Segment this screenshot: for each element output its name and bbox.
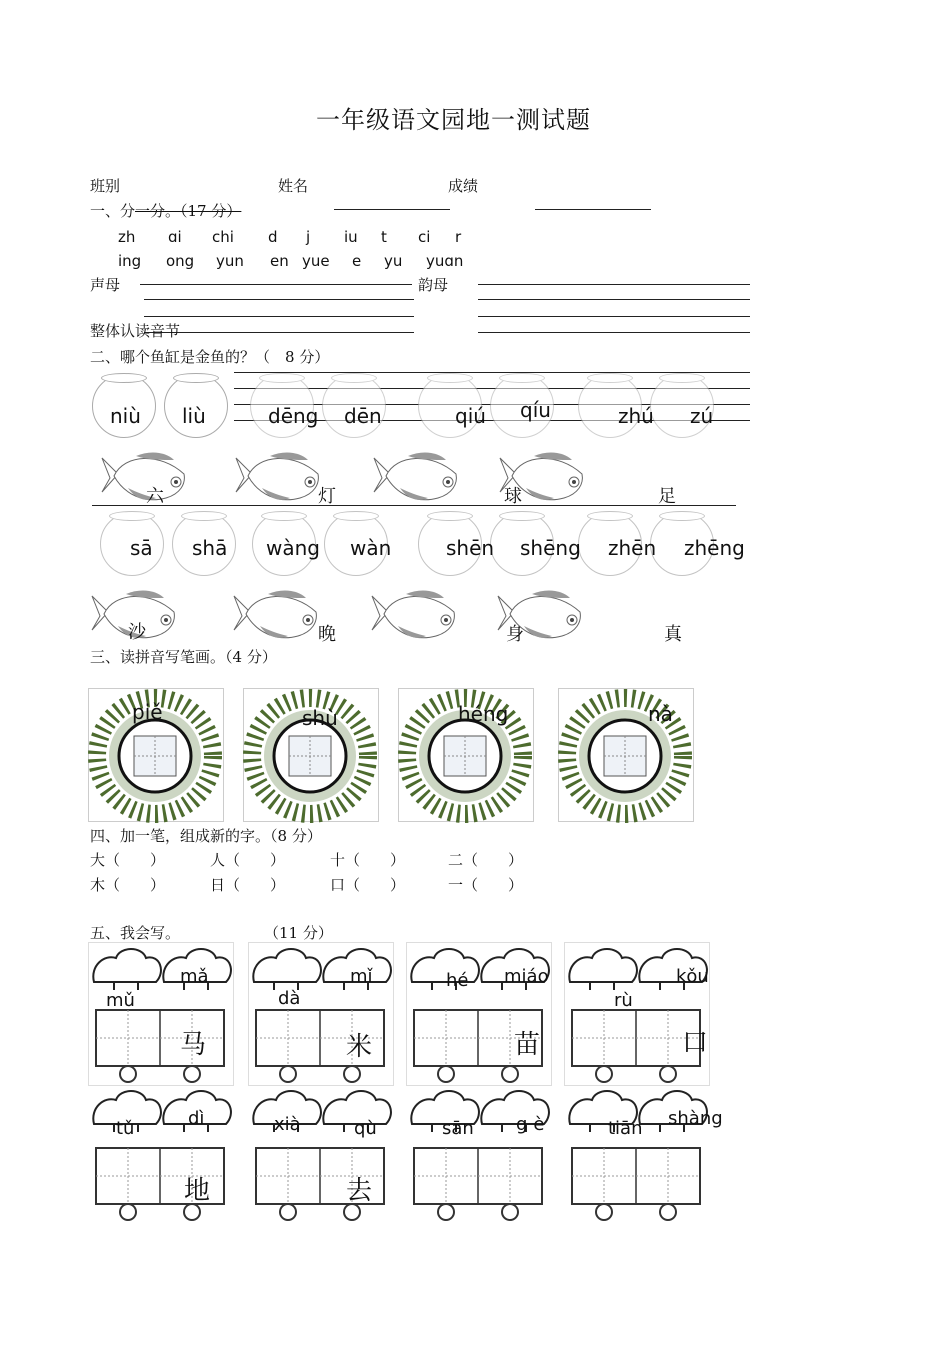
- q4-item: 大（ ）: [90, 851, 166, 869]
- goldfish-icon: [232, 586, 322, 644]
- shengmu-line: [144, 299, 414, 300]
- yunmu-line: [478, 299, 750, 300]
- cloud-cart-icon: [250, 944, 390, 1084]
- q2-title: 二、哪个鱼缸是金鱼的？（ 8 分）: [90, 348, 330, 366]
- stroke-pinyin: piě: [132, 700, 163, 724]
- class-label: 班别: [90, 177, 121, 195]
- yunmu-line: [478, 284, 750, 285]
- q4-item: 二（ ）: [448, 851, 524, 869]
- q2-pinyin: zhēng: [684, 536, 745, 560]
- q4-title: 四、加一笔，组成新的字。（8 分）: [90, 827, 322, 845]
- shengmu-line: [144, 316, 414, 317]
- goldfish-icon: [100, 448, 190, 506]
- q5-pinyin: shàng: [668, 1108, 723, 1129]
- q5-pinyin: miáo: [504, 966, 549, 987]
- q5-char: 苗: [514, 1030, 541, 1060]
- q5-char: 地: [184, 1176, 211, 1206]
- q1-pinyin: yu: [384, 252, 403, 270]
- q5-pinyin: gè: [516, 1114, 551, 1135]
- goldfish-icon: [234, 448, 324, 506]
- stroke-pinyin: héng: [458, 702, 509, 726]
- q2-pinyin: shēng: [520, 536, 581, 560]
- q4-item: 十（ ）: [330, 851, 406, 869]
- q1-answer-line: [535, 209, 651, 210]
- q5-pinyin: tǔ: [116, 1118, 135, 1139]
- q2-char: 足: [658, 486, 676, 507]
- q5-pinyin: kǒu: [676, 966, 709, 987]
- q5-char: 马: [180, 1030, 207, 1060]
- q2-divider: [92, 505, 736, 506]
- q2-pinyin: zú: [690, 404, 714, 428]
- q4-item: 口（ ）: [330, 876, 406, 894]
- q2-char: 身: [506, 624, 524, 645]
- q4-item: 人（ ）: [210, 851, 286, 869]
- q2-pinyin: wàng: [266, 536, 320, 560]
- q1-pinyin: e: [352, 252, 362, 270]
- q1-pinyin: yue: [302, 252, 330, 270]
- stroke-pinyin: shù: [302, 706, 338, 730]
- q1-title-strike: 一分。（17 分）: [135, 202, 242, 220]
- yunmu-label: 韵母: [418, 276, 449, 294]
- q4-item: 一（ ）: [448, 876, 524, 894]
- q5-char: 去: [346, 1176, 373, 1206]
- q5-char: 米: [346, 1032, 373, 1062]
- q2-pinyin: wàn: [350, 536, 392, 560]
- q5-pinyin: rù: [614, 990, 633, 1011]
- zhengti-line: [478, 332, 750, 333]
- q1-pinyin: ɑi: [168, 228, 182, 246]
- q2-char: 六: [146, 486, 164, 507]
- q5-pinyin: qù: [354, 1118, 377, 1139]
- q2-pinyin: sā: [130, 536, 153, 560]
- q3-title: 三、读拼音写笔画。（4 分）: [90, 648, 277, 666]
- q1-answer-line: [334, 209, 450, 210]
- q1-pinyin: chi: [212, 228, 234, 246]
- q2-char: 球: [504, 486, 522, 507]
- yunmu-line: [478, 316, 750, 317]
- q1-title: [90, 200, 241, 221]
- goldfish-icon: [370, 586, 460, 644]
- q1-pinyin: d: [268, 228, 278, 246]
- q5-pinyin: sān: [442, 1118, 474, 1139]
- q1-pinyin: r: [455, 228, 462, 246]
- cloud-cart-icon: [566, 944, 709, 1084]
- q2-char: 真: [664, 624, 682, 645]
- q1-pinyin: ci: [418, 228, 431, 246]
- q1-pinyin: ing: [118, 252, 142, 270]
- page-title: 一年级语文园地一测试题: [316, 106, 591, 134]
- q4-item: 木（ ）: [90, 876, 166, 894]
- cloud-cart-icon: [90, 944, 230, 1084]
- goldfish-icon: [372, 448, 462, 506]
- q5-title: 五、我会写。: [90, 924, 181, 942]
- q2-pinyin: niù: [110, 404, 141, 428]
- q2-pinyin: qiú: [455, 404, 486, 428]
- q1-pinyin: ong: [166, 252, 195, 270]
- q5-char: 口: [682, 1028, 709, 1058]
- cloud-cart-icon: [408, 1086, 548, 1226]
- q5-pinyin: mǔ: [106, 990, 135, 1011]
- q1-pinyin: en: [270, 252, 289, 270]
- q2-pinyin: dēn: [344, 404, 382, 428]
- q5-pinyin: mǐ: [350, 966, 373, 987]
- q5-pinyin: hé: [446, 970, 469, 991]
- q1-pinyin: yun: [216, 252, 244, 270]
- q1-pinyin: t: [381, 228, 387, 246]
- zhengti-label: 整体认读音节: [90, 322, 181, 340]
- q1-pinyin: yuɑn: [426, 252, 464, 270]
- q2-char: 沙: [128, 622, 146, 643]
- q2-pinyin: liù: [182, 404, 206, 428]
- q1-pinyin: zh: [118, 228, 136, 246]
- shengmu-label: 声母: [90, 276, 121, 294]
- q5-pinyin: dì: [188, 1108, 205, 1129]
- q4-item: 日（ ）: [210, 876, 286, 894]
- q2-char: 晚: [318, 624, 336, 645]
- cloud-cart-icon: [566, 1086, 706, 1226]
- q2-pinyin: dēng: [268, 404, 319, 428]
- q2-pinyin: zhēn: [608, 536, 657, 560]
- shengmu-line: [140, 284, 412, 285]
- q2-pinyin: zhú: [618, 404, 654, 428]
- q5-pinyin: xià: [274, 1114, 301, 1135]
- cloud-cart-icon: [408, 944, 548, 1084]
- q1-pinyin: iu: [344, 228, 358, 246]
- zhengti-line: [144, 332, 414, 333]
- q2-pinyin: qíu: [520, 398, 551, 422]
- q5-pinyin: mǎ: [180, 966, 209, 987]
- q2-pinyin: shā: [192, 536, 228, 560]
- q2-char: 灯: [318, 486, 336, 507]
- q1-pinyin: j: [306, 228, 311, 246]
- q1-title-prefix: 一、分: [90, 202, 136, 220]
- q5-points: （11 分）: [264, 924, 333, 942]
- q5-pinyin: tiān: [608, 1118, 643, 1139]
- q5-pinyin: dà: [278, 988, 301, 1009]
- name-label: 姓名: [278, 177, 309, 195]
- q2-pinyin: shēn: [446, 536, 495, 560]
- stroke-pinyin: nà: [648, 702, 673, 726]
- score-label: 成绩: [448, 177, 479, 195]
